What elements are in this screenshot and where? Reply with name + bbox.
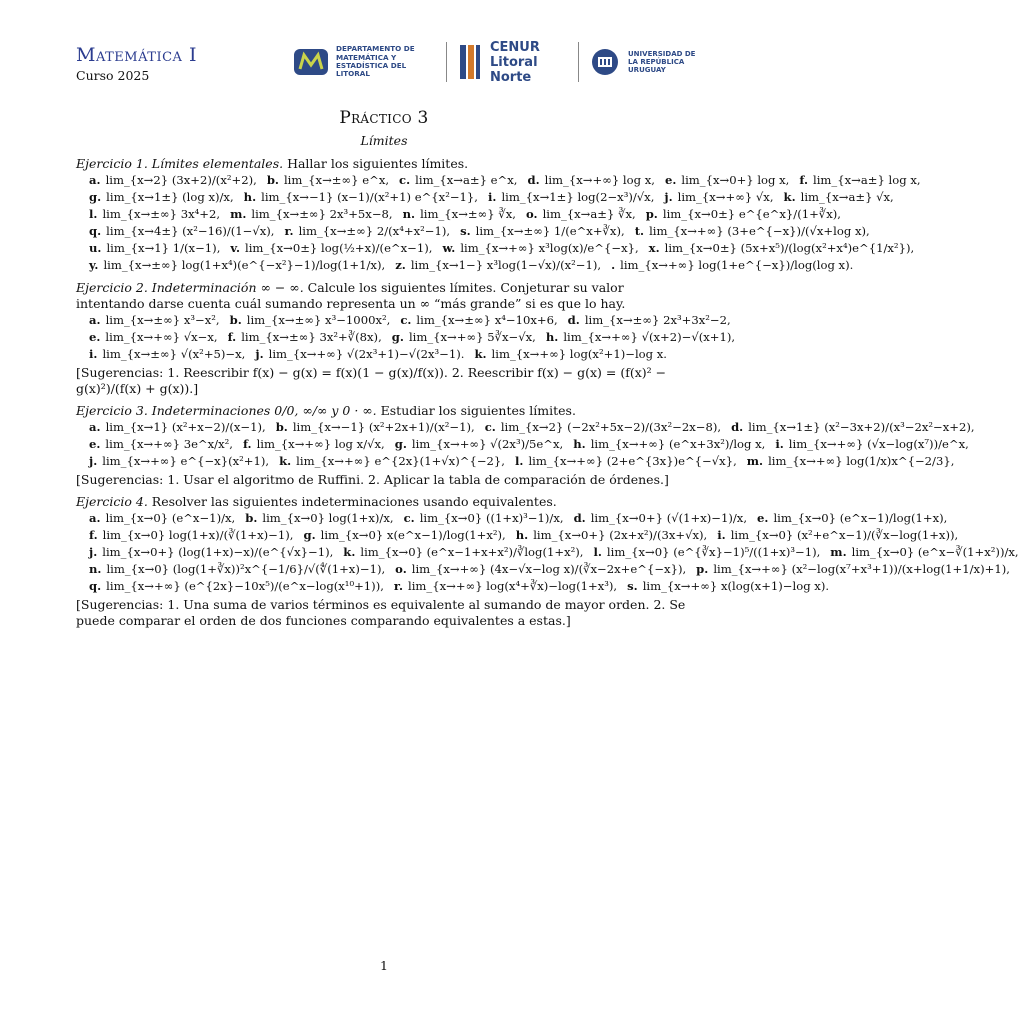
exercise-heading (76, 280, 694, 312)
exercise-item (395, 436, 564, 453)
item-key: a. (89, 173, 101, 187)
item-expression: lim_{x→±∞} x³−1000x², (246, 313, 391, 327)
item-key: b. (275, 420, 288, 434)
item-expression: lim_{x→+∞} log x, (544, 173, 655, 187)
item-key: i. (89, 347, 98, 361)
exercise-item-row (89, 419, 975, 436)
exercise-item (485, 419, 721, 436)
item-expression: lim_{x→0} (e^x−1)/log(1+x), (773, 511, 948, 525)
item-key: i. (717, 528, 726, 542)
exercise-item (230, 240, 432, 257)
item-expression: lim_{x→+∞} 3e^x/x², (105, 437, 233, 451)
exercise-label: Ejercicio 3. (76, 403, 148, 418)
exercise-item (526, 206, 636, 223)
exercise-item-row (89, 510, 948, 527)
item-key: u. (89, 241, 102, 255)
item-expression: lim_{x→+∞} √x−x, (105, 330, 218, 344)
logo-divider (578, 42, 579, 82)
item-key: l. (89, 207, 98, 221)
item-key: n. (402, 207, 416, 221)
course-title: Matemática I (76, 44, 197, 66)
item-expression: lim_{x→0±} log(½+x)/(e^x−1), (245, 241, 433, 255)
item-expression: lim_{x→±∞} e^x, (283, 173, 390, 187)
exercise-item (830, 544, 1018, 561)
exercise-item (400, 312, 557, 329)
page-number: 1 (380, 958, 388, 973)
item-key: g. (303, 528, 316, 542)
item-key: e. (89, 330, 101, 344)
exercise-item (649, 240, 914, 257)
exercise-item (89, 510, 235, 527)
item-expression: lim_{x→±∞} x⁴−10x+6, (416, 313, 558, 327)
cenur-emblem-icon (458, 43, 482, 81)
exercise-item (568, 312, 731, 329)
exercise-statement: Resolver las siguientes indeterminaciones usando equivalentes. (151, 494, 557, 509)
item-key: v. (230, 241, 240, 255)
item-expression: lim_{x→+∞} √(2x³)/5e^x, (411, 437, 564, 451)
item-expression: lim_{x→+∞} (e^x+3x²)/log x, (590, 437, 766, 451)
item-key: c. (399, 173, 411, 187)
exercise-block (76, 274, 736, 397)
item-expression: lim_{x→±∞} √(x²+5)−x, (102, 347, 246, 361)
item-key: t. (634, 224, 645, 238)
item-expression: lim_{x→0+} (2x+x²)/(3x+√x), (533, 528, 708, 542)
exercise-item (89, 172, 257, 189)
exercise-hint: [Sugerencias: 1. Reescribir f(x) − g(x) = f(x)(1 − g(x)/f(x)). 2. Reescribir f(x) − g(x) = (f(x)² − g(x)²)/(f(x) + g(x)).] (76, 365, 667, 396)
exercise-item (757, 510, 947, 527)
exercise-item-row (89, 312, 731, 329)
item-expression: lim_{x→1} (x²+x−2)/(x−1), (105, 420, 266, 434)
exercise-item (89, 453, 269, 470)
item-key: l. (515, 454, 524, 468)
dmel-logo (292, 42, 428, 82)
document-title: Práctico 3 (339, 108, 429, 128)
item-expression: lim_{x→0} x(e^x−1)/log(1+x²), (320, 528, 506, 542)
item-key: p. (645, 207, 658, 221)
exercise-statement: Hallar los siguientes límites. (287, 156, 469, 171)
item-expression: lim_{x→a±} log x, (813, 173, 921, 187)
exercise-item-row (89, 346, 694, 363)
item-key: d. (731, 420, 744, 434)
document-subtitle: Límites (360, 133, 408, 148)
exercise-item (89, 206, 220, 223)
item-expression: lim_{x→±∞} x³−x², (105, 313, 220, 327)
item-expression: lim_{x→+∞} √(x+2)−√(x+1), (563, 330, 736, 344)
item-expression: lim_{x→0} ((1+x)³−1)/x, (419, 511, 564, 525)
exercise-item (89, 544, 333, 561)
item-expression: lim_{x→a±} ∛x, (542, 207, 636, 221)
item-expression: lim_{x→+∞} √(2x³+1)−√(2x³−1). (268, 347, 465, 361)
exercise-item (593, 544, 820, 561)
item-expression: lim_{x→+∞} (2+e^{3x})e^{−√x}, (528, 454, 737, 468)
udelar-logo-text: UNIVERSIDAD DE LA REPÚBLICA URUGUAY (628, 49, 696, 75)
exercise-item (611, 257, 853, 274)
item-key: j. (255, 347, 264, 361)
item-key: i. (775, 437, 784, 451)
item-expression: lim_{x→−1} (x²+2x+1)/(x²−1), (292, 420, 475, 434)
exercise-item (516, 527, 708, 544)
exercise-item (276, 419, 475, 436)
exercise-heading (76, 494, 694, 510)
exercise-item (573, 436, 765, 453)
dmel-logo-text: DEPARTAMENTO DE MATEMÁTICA Y ESTADÍSTICA DEL LITORAL (336, 44, 415, 79)
item-key: f. (89, 528, 98, 542)
item-expression: lim_{x→+∞} (4x−√x−log x)/(∛x−2x+e^{−x}), (411, 562, 687, 576)
item-expression: lim_{x→+∞} log x/√x, (256, 437, 385, 451)
item-expression: lim_{x→±∞} 2x³+5x−8, (251, 207, 393, 221)
item-expression: lim_{x→0} (e^x−1+x+x²)/∛log(1+x²), (360, 545, 584, 559)
item-key: k. (783, 190, 796, 204)
exercise-item-row (89, 436, 969, 453)
item-expression: lim_{x→+∞} e^{−x}(x²+1), (102, 454, 270, 468)
exercise-item-row (89, 223, 870, 240)
exercise-item (403, 206, 516, 223)
item-expression: lim_{x→0+} log x, (681, 173, 790, 187)
item-expression: lim_{x→±∞} 1/(e^x+∛x), (475, 224, 625, 238)
item-key: k. (343, 545, 356, 559)
item-expression: lim_{x→+∞} x³log(x)/e^{−x}, (460, 241, 639, 255)
item-key: r. (393, 579, 404, 593)
exercise-item-row (89, 240, 915, 257)
exercise-label: Ejercicio 1. (76, 156, 148, 171)
item-key: a. (89, 511, 101, 525)
cenur-logo (458, 39, 562, 85)
item-expression: lim_{x→0+} (log(1+x)−x)/(e^{√x}−1), (102, 545, 334, 559)
exercise-item (627, 578, 829, 595)
exercise-item (244, 189, 478, 206)
exercise-item (394, 578, 617, 595)
exercise-item-row (89, 453, 955, 470)
item-expression: lim_{x→+∞} log(1+e^{−x})/log(log x). (620, 258, 854, 272)
exercise-heading (76, 156, 694, 172)
exercise-item-row (89, 544, 1019, 561)
item-expression: lim_{x→±∞} 3x⁴+2, (102, 207, 221, 221)
exercise-item (89, 329, 218, 346)
exercise-item (474, 346, 667, 363)
exercise-item (255, 346, 464, 363)
exercise-item-row (89, 172, 921, 189)
exercise-topic: Límites elementales. (151, 156, 284, 171)
item-key: a. (89, 420, 101, 434)
exercise-item-row (89, 189, 894, 206)
item-expression: lim_{x→a±} √x, (800, 190, 894, 204)
exercise-item (392, 329, 536, 346)
item-expression: lim_{x→±∞} 2/(x⁴+x²−1), (298, 224, 451, 238)
item-expression: lim_{x→+∞} (x²−log(x⁷+x³+1))/(x+log(1+1/x)+1), (713, 562, 1010, 576)
item-key: f. (799, 173, 808, 187)
item-expression: lim_{x→±∞} ∛x, (420, 207, 516, 221)
cenur-logo-text: CENUR Litoral Norte (490, 39, 540, 85)
item-key: s. (460, 224, 471, 238)
item-expression: lim_{x→1±} (log x)/x, (106, 190, 234, 204)
item-key: m. (230, 207, 247, 221)
exercise-item (89, 578, 384, 595)
exercise-item (664, 189, 773, 206)
item-key: g. (391, 330, 404, 344)
exercise-item (395, 257, 601, 274)
exercise-item (442, 240, 638, 257)
item-key: j. (89, 454, 98, 468)
exercise-item (303, 527, 505, 544)
item-key: d. (527, 173, 540, 187)
item-key: m. (746, 454, 764, 468)
item-expression: lim_{x→±∞} log(1+x⁴)(e^{−x²}−1)/log(1+1/x), (103, 258, 386, 272)
exercise-item (89, 436, 233, 453)
item-expression: lim_{x→+∞} 5∛x−√x, (408, 330, 536, 344)
item-expression: lim_{x→+∞} (3+e^{−x})/(√x+log x), (649, 224, 870, 238)
item-key: x. (648, 241, 660, 255)
exercise-item (784, 189, 894, 206)
item-expression: lim_{x→+∞} log(1/x)x^{−2/3}, (768, 454, 955, 468)
exercise-item (245, 510, 393, 527)
item-expression: lim_{x→±∞} 2x³+3x²−2, (584, 313, 731, 327)
item-key: k. (279, 454, 292, 468)
exercise-item (527, 172, 654, 189)
item-key: w. (442, 241, 456, 255)
exercise-statement: Estudiar los siguientes límites. (380, 403, 576, 418)
item-key: h. (573, 437, 586, 451)
exercise-item (343, 544, 583, 561)
item-key: p. (696, 562, 709, 576)
item-expression: lim_{x→−1} (x−1)/(x²+1) e^{x²−1}, (261, 190, 478, 204)
course-year: Curso 2025 (76, 68, 150, 83)
exercise-item-row (89, 206, 841, 223)
item-key: f. (227, 330, 237, 344)
item-expression: lim_{x→+∞} log(x²+1)−log x. (491, 347, 667, 361)
exercise-item (574, 510, 747, 527)
exercise-list (76, 156, 1019, 629)
item-key: g. (89, 190, 102, 204)
exercise-item (89, 223, 275, 240)
exercise-item (89, 257, 385, 274)
item-key: j. (89, 545, 98, 559)
item-expression: lim_{x→2} (3x+2)/(x²+2), (105, 173, 257, 187)
item-key: h. (243, 190, 257, 204)
item-key: l. (593, 545, 602, 559)
exercise-item (267, 172, 389, 189)
exercise-item (488, 189, 654, 206)
exercise-item (775, 436, 968, 453)
logo-divider (446, 42, 447, 82)
item-key: h. (545, 330, 559, 344)
exercise-item (717, 527, 958, 544)
item-key: r. (284, 224, 294, 238)
item-expression: lim_{x→1} 1/(x−1), (106, 241, 221, 255)
exercise-item (285, 223, 451, 240)
item-key: e. (757, 511, 769, 525)
exercise-item (460, 223, 625, 240)
exercise-item (243, 436, 385, 453)
item-key: e. (664, 173, 677, 187)
exercise-topic: Indeterminación ∞ − ∞. (151, 280, 304, 295)
exercise-item (696, 561, 1010, 578)
item-expression: lim_{x→0+} (√(1+x)−1)/x, (590, 511, 748, 525)
item-expression: lim_{x→+∞} e^{2x}(1+√x)^{−2}, (296, 454, 505, 468)
item-key: c. (403, 511, 415, 525)
exercise-item (404, 510, 564, 527)
item-key: d. (567, 313, 580, 327)
item-key: d. (573, 511, 586, 525)
item-expression: lim_{x→a±} e^x, (415, 173, 518, 187)
item-key: m. (830, 545, 847, 559)
item-key: c. (484, 420, 496, 434)
exercise-item (799, 172, 920, 189)
item-key: n. (89, 562, 102, 576)
item-key: a. (89, 313, 101, 327)
exercise-item-row (89, 257, 854, 274)
item-expression: lim_{x→0} log(1+x)/(∛(1+x)−1), (102, 528, 294, 542)
item-expression: lim_{x→+∞} log(x⁴+∛x)−log(1+x³), (408, 579, 618, 593)
exercise-topic: Indeterminaciones 0/0, ∞/∞ y 0 · ∞. (151, 403, 377, 418)
exercise-item (731, 419, 975, 436)
item-key: i. (488, 190, 497, 204)
item-key: b. (266, 173, 279, 187)
exercise-item-row (89, 329, 736, 346)
exercise-block (76, 397, 975, 488)
item-expression: lim_{x→+∞} x(log(x+1)−log x). (642, 579, 830, 593)
item-key: o. (395, 562, 407, 576)
exercise-block (76, 488, 1019, 629)
exercise-item (89, 240, 220, 257)
item-expression: lim_{x→0} (e^x−1)/x, (105, 511, 236, 525)
item-key: c. (400, 313, 412, 327)
item-key: . (611, 258, 616, 272)
item-expression: lim_{x→0} (x²+e^x−1)/(∛x−log(1+x)), (730, 528, 959, 542)
item-key: j. (664, 190, 673, 204)
item-expression: lim_{x→0} (e^{∛x}−1)⁵/((1+x)³−1), (606, 545, 821, 559)
udelar-logo (590, 42, 706, 82)
exercise-hint: [Sugerencias: 1. Una suma de varios términos es equivalente al sumando de mayor orden. 2. Se puede comparar el orden de dos funciones comparando equivalentes a estas.] (76, 597, 686, 628)
exercise-item (665, 172, 789, 189)
exercise-hint: [Sugerencias: 1. Usar el algoritmo de Ruffini. 2. Aplicar la tabla de comparación de órdenes.] (76, 472, 669, 487)
item-expression: lim_{x→0±} (5x+x⁵)/(log(x²+x⁴)e^{1/x²}), (664, 241, 915, 255)
item-expression: lim_{x→0±} e^{e^x}/(1+∛x), (662, 207, 841, 221)
item-expression: lim_{x→4±} (x²−16)/(1−√x), (106, 224, 275, 238)
exercise-item (89, 419, 266, 436)
exercise-item (89, 189, 234, 206)
item-key: g. (394, 437, 407, 451)
item-key: s. (627, 579, 638, 593)
exercise-item (89, 561, 385, 578)
item-key: o. (525, 207, 538, 221)
exercise-item (635, 223, 870, 240)
item-expression: lim_{x→1±} log(2−x³)/√x, (501, 190, 655, 204)
dmel-emblem-icon (292, 43, 330, 81)
exercise-label: Ejercicio 2. (76, 280, 148, 295)
exercise-item (228, 329, 382, 346)
item-expression: lim_{x→1−} x³log(1−√x)/(x²−1), (410, 258, 602, 272)
exercise-item (279, 453, 505, 470)
exercise-item (546, 329, 735, 346)
item-key: b. (229, 313, 242, 327)
item-expression: lim_{x→±∞} 3x²+∛(8x), (241, 330, 382, 344)
exercise-statement: Calcule los siguientes límites. Conjeturar su valor intentando darse cuenta cuál sumando representa un ∞ “más grande” si es que lo hay. (76, 280, 626, 311)
exercise-heading (76, 403, 694, 419)
exercise-label: Ejercicio 4. (76, 494, 148, 509)
exercise-item (515, 453, 737, 470)
item-expression: lim_{x→0} (log(1+∛x))²x^{−1/6}/√(∜(1+x)−1), (106, 562, 386, 576)
exercise-item (395, 561, 686, 578)
item-expression: lim_{x→0} (e^x−∛(1+x²))/x, (851, 545, 1019, 559)
exercise-item (230, 206, 393, 223)
exercise-item (89, 346, 245, 363)
page-header (0, 0, 768, 92)
item-key: e. (89, 437, 101, 451)
item-key: z. (395, 258, 406, 272)
item-key: y. (89, 258, 99, 272)
exercise-block (76, 156, 921, 274)
item-expression: lim_{x→+∞} (√x−log(x⁷))/e^x, (788, 437, 969, 451)
item-key: h. (515, 528, 529, 542)
exercise-item (89, 527, 293, 544)
exercise-item (89, 312, 220, 329)
exercise-item-row (89, 578, 830, 595)
item-key: f. (242, 437, 252, 451)
item-key: q. (89, 224, 102, 238)
item-expression: lim_{x→+∞} (e^{2x}−10x⁵)/(e^x−log(x¹⁰+1)), (106, 579, 384, 593)
item-expression: lim_{x→0} log(1+x)/x, (262, 511, 394, 525)
udelar-emblem-icon (590, 47, 620, 77)
item-expression: lim_{x→1±} (x²−3x+2)/(x³−2x²−x+2), (748, 420, 975, 434)
exercise-item-row (89, 527, 959, 544)
item-expression: lim_{x→2} (−2x²+5x−2)/(3x²−2x−8), (500, 420, 722, 434)
exercise-item-row (89, 561, 1010, 578)
exercise-item (646, 206, 841, 223)
exercise-item (230, 312, 391, 329)
item-key: b. (245, 511, 258, 525)
item-expression: lim_{x→+∞} √x, (677, 190, 774, 204)
exercise-item (399, 172, 517, 189)
item-key: k. (474, 347, 487, 361)
item-key: q. (89, 579, 102, 593)
exercise-item (747, 453, 955, 470)
